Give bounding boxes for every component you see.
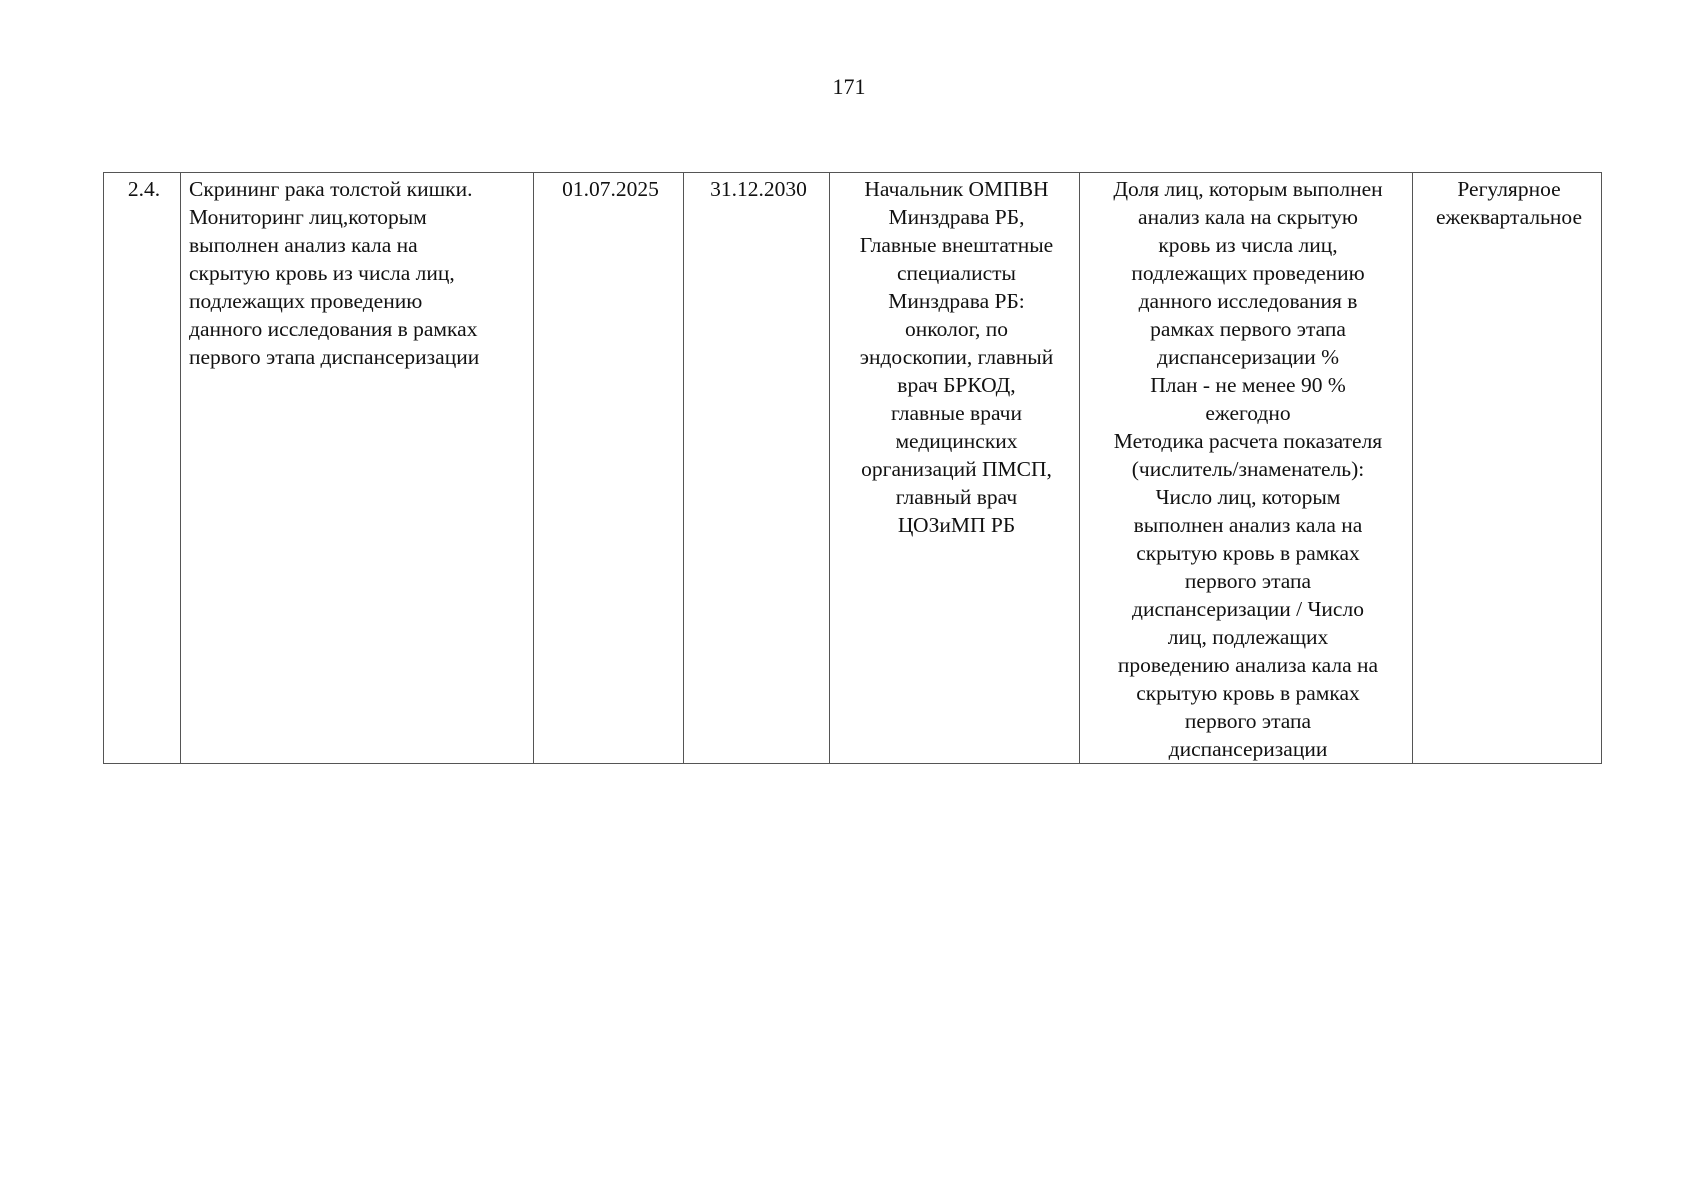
start-date-cell: [534, 173, 684, 764]
indicator-line: Методика расчета показателя: [1113, 429, 1383, 453]
responsible-line: Главные внештатные: [859, 233, 1054, 257]
indicator-line: ежегодно: [1205, 401, 1291, 425]
responsible-line: онколог, по: [905, 317, 1008, 341]
indicator-line: скрытую кровь в рамках: [1136, 681, 1360, 705]
indicator-line: данного исследования в: [1138, 289, 1358, 313]
indicator-line: План - не менее 90 %: [1150, 373, 1346, 397]
description-line: скрытую кровь из числа лиц,: [189, 261, 455, 285]
indicator-line: анализ кала на скрытую: [1138, 205, 1358, 229]
indicator-line: проведению анализа кала на: [1117, 653, 1379, 677]
row-number-cell: [104, 173, 181, 764]
end-date: 31.12.2030: [710, 177, 807, 201]
description-line: данного исследования в рамках: [189, 317, 478, 341]
responsible-line: организаций ПМСП,: [861, 457, 1052, 481]
start-date: 01.07.2025: [562, 177, 659, 201]
indicator-line: диспансеризации %: [1157, 345, 1339, 369]
page-number: 171: [832, 74, 866, 99]
indicator-line: лиц, подлежащих: [1167, 625, 1329, 649]
description-cell: [181, 173, 534, 764]
indicator-line: выполнен анализ кала на: [1133, 513, 1363, 537]
frequency-cell: [1413, 173, 1602, 764]
indicator-line: первого этапа: [1184, 709, 1312, 733]
responsible-line: главные врачи: [891, 401, 1022, 425]
description-line: Скрининг рака толстой кишки.: [189, 177, 473, 201]
indicator-line: Число лиц, которым: [1155, 485, 1341, 509]
indicator-cell: [1080, 173, 1413, 764]
table-row: [104, 173, 1602, 764]
indicator-line: первого этапа: [1184, 569, 1312, 593]
frequency-line: Регулярное: [1457, 177, 1561, 201]
description-line: подлежащих проведению: [189, 289, 423, 313]
indicator-line: рамках первого этапа: [1150, 317, 1346, 341]
description-line: Мониторинг лиц,которым: [189, 205, 427, 229]
responsible-line: специалисты: [897, 261, 1016, 285]
responsible-cell: [830, 173, 1080, 764]
responsible-line: Минздрава РБ:: [888, 289, 1025, 313]
responsible-line: Начальник ОМПВН: [864, 177, 1049, 201]
indicator-line: диспансеризации / Число: [1132, 597, 1364, 621]
responsible-line: главный врач: [895, 485, 1018, 509]
row-number: 2.4.: [127, 177, 161, 201]
description-line: первого этапа диспансеризации: [189, 345, 480, 369]
indicator-line: подлежащих проведению: [1131, 261, 1365, 285]
indicator-line: (числитель/знаменатель):: [1131, 457, 1365, 481]
indicator-line: кровь из числа лиц,: [1158, 233, 1338, 257]
indicator-line: скрытую кровь в рамках: [1136, 541, 1360, 565]
responsible-line: медицинских: [895, 429, 1018, 453]
responsible-line: эндоскопии, главный: [859, 345, 1054, 369]
indicator-line: диспансеризации: [1168, 737, 1328, 761]
responsible-line: Минздрава РБ,: [888, 205, 1025, 229]
frequency-line: ежеквартальное: [1436, 205, 1582, 229]
end-date-cell: [684, 173, 830, 764]
indicator-line: Доля лиц, которым выполнен: [1113, 177, 1383, 201]
responsible-line: врач БРКОД,: [897, 373, 1016, 397]
responsible-line: ЦОЗиМП РБ: [897, 513, 1016, 537]
description-line: выполнен анализ кала на: [189, 233, 418, 257]
document-table: [103, 172, 1602, 764]
